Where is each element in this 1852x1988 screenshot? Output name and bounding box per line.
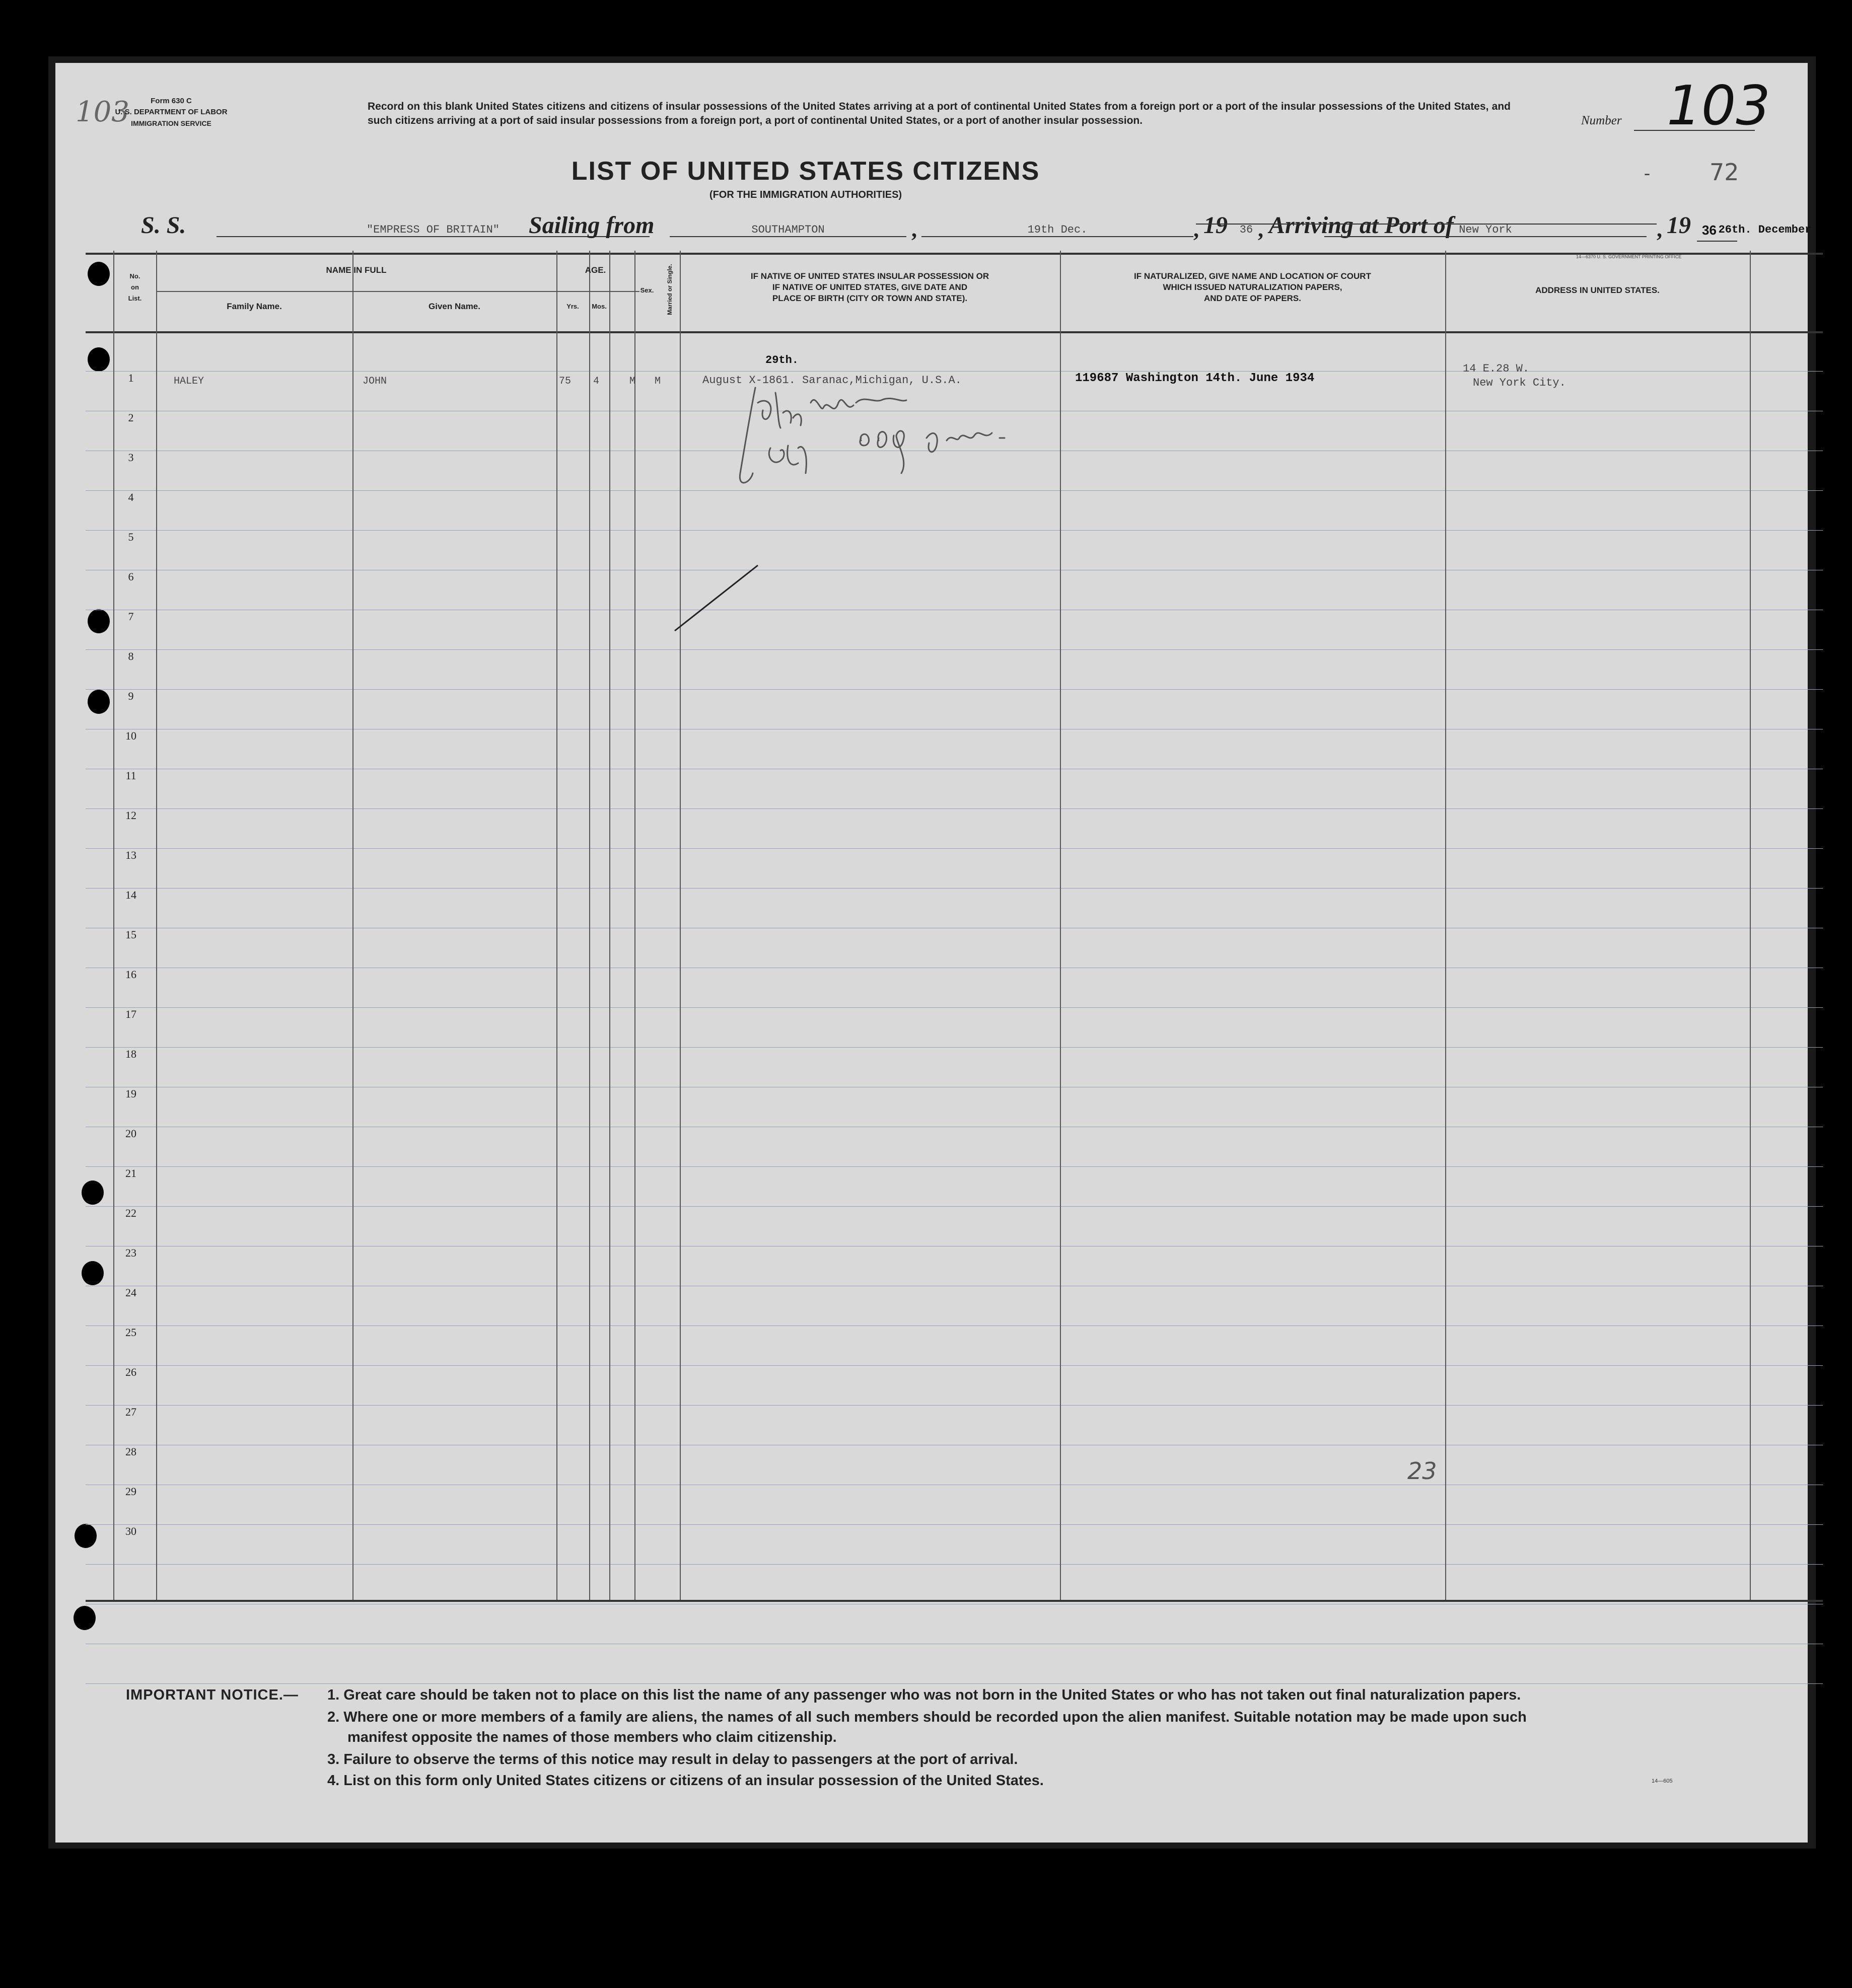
pencil-note-23: 23 bbox=[1407, 1457, 1437, 1485]
table-top-rule bbox=[86, 253, 1823, 255]
entry-given-name: JOHN bbox=[363, 376, 387, 387]
row-number: 26 bbox=[125, 1366, 136, 1378]
notice-item: 2. Where one or more members of a family are aliens, the names of all such members should be recorded upon the alien manifest. Suitable notation may be made upon such bbox=[327, 1709, 1527, 1725]
entry-sex: M bbox=[629, 376, 636, 387]
number-label: Number bbox=[1581, 114, 1622, 127]
row-number: 18 bbox=[125, 1048, 136, 1060]
handwritten-signature bbox=[735, 373, 1088, 493]
header-given-name: Given Name. bbox=[429, 302, 480, 311]
row-number: 24 bbox=[125, 1286, 136, 1299]
header-no-on-list bbox=[115, 271, 155, 304]
entry-birth: August X-1861. Saranac,Michigan, U.S.A. bbox=[702, 374, 962, 387]
page-subtitle: (FOR THE IMMIGRATION AUTHORITIES) bbox=[709, 189, 902, 200]
form-identifier bbox=[111, 96, 232, 129]
row-number: 12 bbox=[125, 809, 136, 822]
col-divider bbox=[589, 251, 590, 1600]
row-line bbox=[86, 1047, 1823, 1048]
header-yrs: Yrs. bbox=[566, 303, 579, 310]
row-number: 5 bbox=[128, 531, 134, 543]
header-text: AND DATE OF PAPERS. bbox=[1204, 293, 1301, 303]
row-line bbox=[86, 848, 1823, 849]
row-number: 13 bbox=[125, 849, 136, 861]
row-number: 19 bbox=[125, 1087, 136, 1100]
entry-family-name: HALEY bbox=[174, 376, 204, 387]
col-divider bbox=[156, 251, 157, 1600]
comma: , bbox=[1258, 217, 1263, 242]
entry-age-mos: 4 bbox=[593, 376, 600, 387]
form-number: Form 630 C bbox=[151, 97, 192, 105]
row-number: 27 bbox=[125, 1406, 136, 1418]
row-number: 15 bbox=[125, 928, 136, 941]
arrival-year: 36 bbox=[1702, 223, 1717, 238]
row-number: 20 bbox=[125, 1127, 136, 1140]
instructions-text: Record on this blank United States citizens and citizens of insular possessions of the United States arriving at a port of continental United States from a foreign port or a port of the insular possessions of the United States, and such citizens arriving at a port of said insular possessions from a foreign port, a port of continental United States, or a port of another insular possession. bbox=[368, 101, 1511, 126]
row-line bbox=[86, 808, 1823, 809]
arrival-date-underline bbox=[1279, 224, 1657, 225]
row-number: 6 bbox=[128, 570, 134, 583]
row-number: 28 bbox=[125, 1445, 136, 1458]
list-number: 103 bbox=[1667, 75, 1771, 137]
page-title: LIST OF UNITED STATES CITIZENS bbox=[571, 157, 1040, 186]
pencil-note-72: 72 bbox=[1709, 159, 1739, 186]
pencil-corner-note: 103 bbox=[76, 96, 129, 128]
notice-item: 4. List on this form only United States citizens or citizens of an insular possession of the United States. bbox=[327, 1773, 1044, 1789]
header-name-in-full: NAME IN FULL bbox=[326, 265, 387, 275]
punch-hole bbox=[74, 1606, 96, 1630]
col-divider bbox=[609, 251, 610, 1600]
print-code: 14—6370 U. S. GOVERNMENT PRINTING OFFICE bbox=[1576, 254, 1682, 259]
entry-naturalization: 119687 Washington 14th. June 1934 bbox=[1075, 372, 1315, 385]
header-mos: Mos. bbox=[592, 303, 607, 310]
entry-address-line2: New York City. bbox=[1473, 377, 1566, 389]
col-divider bbox=[680, 251, 681, 1600]
header-bottom-rule bbox=[86, 331, 1823, 333]
header-married-or-single: Married or Single. bbox=[666, 264, 673, 315]
row-number: 11 bbox=[125, 769, 136, 782]
row-number: 9 bbox=[128, 690, 134, 702]
row-number: 29 bbox=[125, 1485, 136, 1498]
entry-address-line1: 14 E.28 W. bbox=[1463, 362, 1530, 375]
diagonal-strike-mark bbox=[672, 563, 760, 633]
sailing-port: SOUTHAMPTON bbox=[670, 224, 906, 237]
arrival-year-underline bbox=[1697, 241, 1737, 242]
row-line bbox=[86, 1564, 1823, 1565]
sailing-label: Sailing from bbox=[529, 212, 655, 239]
comma: , bbox=[1657, 217, 1662, 242]
row-number: 14 bbox=[125, 889, 136, 901]
row-number: 2 bbox=[128, 411, 134, 424]
comma: , bbox=[1193, 217, 1199, 242]
row-number: 23 bbox=[125, 1246, 136, 1259]
header-text: on bbox=[131, 283, 139, 291]
age-subheader-rule bbox=[559, 291, 634, 292]
row-line bbox=[86, 1524, 1823, 1525]
ss-label: S. S. bbox=[141, 212, 186, 239]
col-divider bbox=[556, 251, 557, 1600]
arrival-port: New York bbox=[1324, 224, 1647, 237]
sailing-date: 19th Dec. bbox=[921, 224, 1193, 237]
arriving-label: Arriving at Port of bbox=[1269, 212, 1454, 239]
row-line bbox=[86, 888, 1823, 889]
header-text: IF NATURALIZED, GIVE NAME AND LOCATION OF COURT bbox=[1134, 271, 1371, 281]
header-naturalized bbox=[1060, 271, 1445, 304]
row-line bbox=[86, 1007, 1823, 1008]
col-divider bbox=[634, 251, 635, 1600]
row-number: 3 bbox=[128, 451, 134, 464]
entry-age-yrs: 75 bbox=[559, 376, 572, 387]
row-number: 21 bbox=[125, 1167, 136, 1180]
sailing-year: 36 bbox=[1239, 224, 1253, 236]
row-number: 22 bbox=[125, 1207, 136, 1219]
row-line bbox=[86, 1405, 1823, 1406]
row-number: 4 bbox=[128, 491, 134, 503]
header-text: No. bbox=[129, 272, 140, 280]
col-divider bbox=[1750, 251, 1751, 1600]
row-number: 10 bbox=[125, 729, 136, 742]
row-line bbox=[86, 371, 1823, 372]
entry-birth-day-correction: 29th. bbox=[765, 354, 799, 366]
header-age: AGE. bbox=[585, 265, 606, 275]
arrival-year-prefix: 19 bbox=[1667, 212, 1691, 239]
header-text: IF NATIVE OF UNITED STATES, GIVE DATE AND bbox=[772, 282, 968, 292]
header-birth bbox=[680, 271, 1060, 304]
arrival-date: 26th. December bbox=[1718, 224, 1812, 236]
row-line bbox=[86, 649, 1823, 650]
row-number: 7 bbox=[128, 610, 134, 623]
header-address: ADDRESS IN UNITED STATES. bbox=[1535, 285, 1660, 295]
header-text: WHICH ISSUED NATURALIZATION PAPERS, bbox=[1163, 282, 1342, 292]
header-family-name: Family Name. bbox=[227, 302, 282, 311]
row-number: 16 bbox=[125, 968, 136, 981]
header-text: PLACE OF BIRTH (CITY OR TOWN AND STATE). bbox=[772, 293, 968, 303]
row-number: 25 bbox=[125, 1326, 136, 1339]
table-bottom-rule bbox=[86, 1600, 1823, 1602]
row-number: 1 bbox=[128, 372, 134, 384]
department-name: U. S. DEPARTMENT OF LABOR bbox=[115, 108, 228, 116]
entry-married: M bbox=[655, 376, 661, 387]
row-number: 30 bbox=[125, 1525, 136, 1537]
notice-item: manifest opposite the names of those members who claim citizenship. bbox=[347, 1729, 837, 1745]
service-name: IMMIGRATION SERVICE bbox=[131, 119, 211, 127]
row-line bbox=[86, 1206, 1823, 1207]
pencil-dash: - bbox=[1644, 163, 1650, 183]
notice-heading: IMPORTANT NOTICE.— bbox=[126, 1687, 299, 1703]
header-sex: Sex. bbox=[640, 286, 654, 294]
ship-name: "EMPRESS OF BRITAIN" bbox=[217, 224, 650, 237]
row-number: 8 bbox=[128, 650, 134, 662]
header-text: IF NATIVE OF UNITED STATES INSULAR POSSESSION OR bbox=[750, 271, 989, 281]
notice-item: 3. Failure to observe the terms of this notice may result in delay to passengers at the port of arrival. bbox=[327, 1751, 1018, 1768]
voyage-line bbox=[136, 211, 1812, 242]
notice-item: 1. Great care should be taken not to place on this list the name of any passenger who was not born in the United States or who has not taken out final naturalization papers. bbox=[327, 1687, 1521, 1703]
col-divider bbox=[352, 251, 353, 1600]
header-text: List. bbox=[128, 294, 142, 302]
col-divider bbox=[113, 251, 114, 1600]
row-number: 17 bbox=[125, 1008, 136, 1020]
year-prefix: 19 bbox=[1203, 212, 1228, 239]
row-line bbox=[86, 1365, 1823, 1366]
row-line bbox=[86, 689, 1823, 690]
row-line bbox=[86, 530, 1823, 531]
col-divider bbox=[1445, 251, 1446, 1600]
row-line bbox=[86, 1166, 1823, 1167]
comma: , bbox=[911, 217, 917, 242]
footer-code: 14—605 bbox=[1652, 1778, 1673, 1784]
